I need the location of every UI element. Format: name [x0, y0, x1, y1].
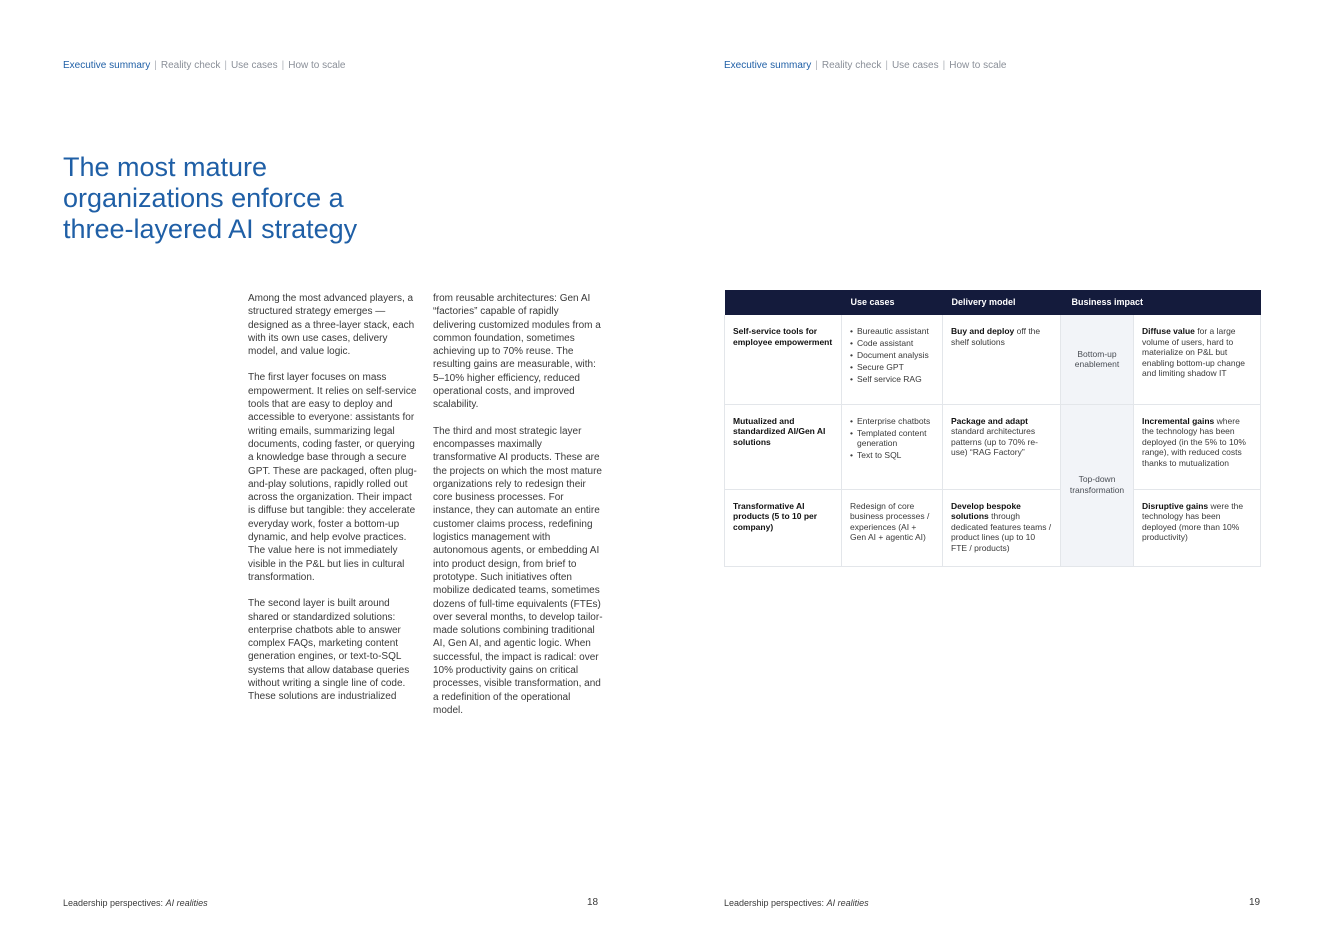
- breadcrumb-executive-summary[interactable]: Executive summary: [724, 60, 812, 71]
- business-impact-cell: [1134, 404, 1261, 489]
- use-case-item: • Document analysis: [850, 350, 934, 361]
- use-case-item: • Secure GPT: [850, 362, 934, 373]
- breadcrumb: [63, 60, 345, 71]
- table-header-delivery-model: Delivery model: [943, 290, 1061, 315]
- use-case-item: • Text to SQL: [850, 450, 934, 461]
- delivery-model-text: through dedicated features teams / product lines (up to 10 FTE / products): [951, 511, 1052, 553]
- delivery-model-cell: [943, 315, 1061, 404]
- delivery-model-text: off the shelf solutions: [951, 326, 1041, 347]
- layer-name: Mutualized and standardized AI/Gen AI solutions: [725, 404, 842, 489]
- breadcrumb-use-cases[interactable]: Use cases: [230, 60, 278, 71]
- delivery-model-cell: [943, 489, 1061, 566]
- footer-prefix: Leadership perspectives:: [724, 898, 827, 908]
- body-paragraph: The third and most strategic layer encompasses maximally transformative AI products. These are the projects on which the most mature organizations rely to redesign their core business processes. For instance, they can automate an entire customer claims process, redefining logistics management with autonomous agents, or embedding AI into product design, from brief to prototype. Such initiatives often mobilize dedicated teams, sometimes dozens of full-time equivalents (FTEs) over several months, to develop tailor-made solutions combining traditional AI, Gen AI, and agentic logic. When successful, the impact is radical: over 10% productivity gains on critical processes, visible transformation, and a redefinition of the operational model.: [433, 425, 603, 716]
- breadcrumb-separator: |: [885, 60, 888, 71]
- table-row: [725, 315, 1261, 404]
- breadcrumb-reality-check[interactable]: Reality check: [821, 60, 882, 71]
- use-case-list: [850, 326, 934, 385]
- business-impact-cell: [1134, 315, 1261, 404]
- footer-italic: AI realities: [165, 898, 208, 908]
- body-paragraph: Among the most advanced players, a structured strategy emerges — designed as a three-layer stack, each with its own use cases, delivery model, and value logic.: [248, 293, 415, 358]
- footer-italic: AI realities: [826, 898, 869, 908]
- table-header-layer: [725, 290, 842, 315]
- use-case-list: [850, 416, 934, 461]
- ai-strategy-layers-table: [724, 290, 1261, 567]
- footer-prefix: Leadership perspectives:: [63, 898, 166, 908]
- breadcrumb: [724, 60, 1006, 71]
- table-header-row: [725, 290, 1261, 315]
- use-cases-cell: [842, 404, 943, 489]
- body-column-1: [248, 292, 418, 717]
- use-case-item: • Code assistant: [850, 338, 934, 349]
- page-title: The most mature organizations enforce a three-layered AI strategy: [63, 152, 358, 244]
- use-cases-cell: Redesign of core business processes / experiences (AI + Gen AI + agentic AI): [842, 489, 943, 566]
- breadcrumb-separator: |: [942, 60, 946, 71]
- table-header-use-cases: Use cases: [842, 290, 943, 315]
- use-case-item: • Enterprise chatbots: [850, 416, 934, 427]
- use-case-item: • Self service RAG: [850, 374, 934, 385]
- delivery-model-bold: Package and adapt: [951, 415, 1029, 426]
- footer-publication-label: [724, 898, 869, 908]
- table-row: [725, 489, 1261, 566]
- breadcrumb-use-cases[interactable]: Use cases: [891, 60, 939, 71]
- layer-name: Transformative AI products (5 to 10 per company): [725, 489, 842, 566]
- delivery-model-bold: Develop bespoke solutions: [951, 500, 1021, 522]
- business-impact-bold: Diffuse value: [1142, 326, 1195, 336]
- impact-driver-cell: Bottom-up enablement: [1061, 315, 1134, 404]
- layer-name: Self-service tools for employee empowerment: [725, 315, 842, 404]
- use-case-item: • Bureautic assistant: [850, 326, 934, 337]
- business-impact-bold: Incremental gains: [1142, 415, 1215, 426]
- page-number: 18: [587, 897, 599, 908]
- breadcrumb-separator: |: [224, 60, 227, 71]
- body-paragraph: from reusable architectures: Gen AI “factories” capable of rapidly delivering customized modules from a common foundation, sometimes achieving up to 70% reuse. The resulting gains are measurable, with: 5–10% higher efficiency, reduced operational costs, and improved scalability.: [433, 293, 601, 411]
- body-column-2: [433, 292, 603, 730]
- right-page: [662, 0, 1323, 936]
- delivery-model-bold: Buy and deploy: [951, 326, 1015, 336]
- breadcrumb-separator: |: [815, 60, 818, 71]
- body-paragraph: The second layer is built around shared or standardized solutions: enterprise chatbots able to answer complex FAQs, marketing content generation engines, or text-to-SQL systems that allow database queries without writing a single line of code. These solutions are industrialized: [248, 598, 410, 703]
- delivery-model-cell: [943, 404, 1061, 489]
- use-cases-cell: [842, 315, 943, 404]
- body-paragraph: The first layer focuses on mass empowerment. It relies on self-service tools that are easy to deploy and accessible to everyone: assistants for writing emails, summarizing legal documents, coding faster, or querying a knowledge base through a secure GPT. These are packaged, often plug-and-play solutions, rapidly rolled out across the organization. Their impact is diffuse but tangible: they accelerate everyday work, foster a bottom-up dynamic, and help evolve practices. The value here is not immediately visible in the P&L but lies in cultural transformation.: [248, 372, 417, 583]
- use-case-item: • Templated content generation: [850, 428, 934, 449]
- page-number: 19: [1249, 897, 1261, 908]
- footer-publication-label: [63, 898, 208, 908]
- business-impact-text: for a large volume of users, hard to materialize on P&L but enabling bottom-up change and limiting shadow IT: [1142, 326, 1246, 379]
- business-impact-cell: [1134, 489, 1261, 566]
- impact-driver-cell: Top-down transformation: [1061, 404, 1134, 566]
- breadcrumb-how-to-scale[interactable]: How to scale: [949, 60, 1007, 71]
- business-impact-text: where the technology has been deployed (in the 5% to 10% range), with reduced costs thanks to mutualization: [1142, 415, 1246, 468]
- breadcrumb-reality-check[interactable]: Reality check: [160, 60, 221, 71]
- delivery-model-text: standard architectures patterns (up to 70% re-use) “RAG Factory”: [951, 426, 1038, 458]
- business-impact-bold: Disruptive gains: [1142, 500, 1209, 511]
- table-row: [725, 404, 1261, 489]
- breadcrumb-separator: |: [154, 60, 157, 71]
- breadcrumb-how-to-scale[interactable]: How to scale: [288, 60, 346, 71]
- breadcrumb-separator: |: [281, 60, 285, 71]
- breadcrumb-executive-summary[interactable]: Executive summary: [63, 60, 151, 71]
- business-impact-text: were the technology has been deployed (more than 10% productivity): [1142, 500, 1244, 543]
- left-page: [0, 0, 661, 936]
- table-header-business-impact: Business impact: [1061, 290, 1261, 315]
